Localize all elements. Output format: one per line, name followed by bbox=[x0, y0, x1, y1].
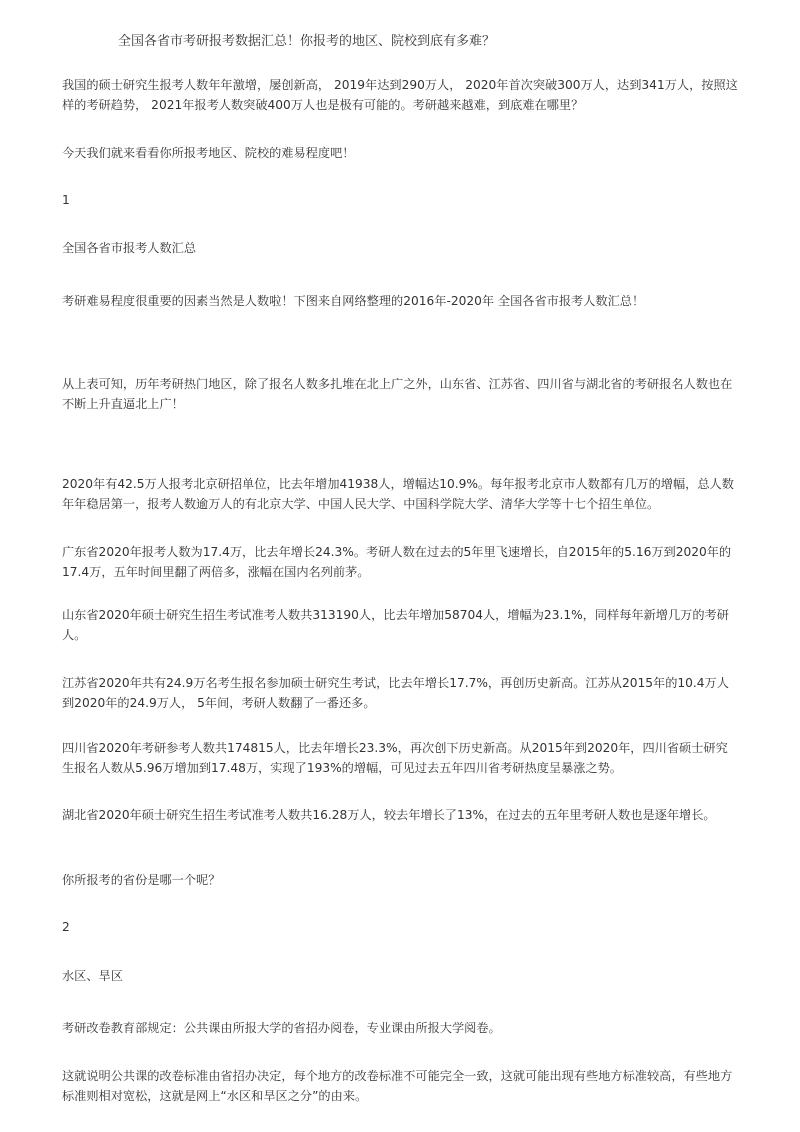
intro-paragraph: 我国的硕士研究生报考人数年年激增，屡创新高， 2019年达到290万人， 2020年首次突破300万人，达到341万人，按照这样的考研趋势， 2021年报考人数突破400万人也是极有可能的。考研越来越难，到底难在哪里？ bbox=[62, 78, 738, 112]
section-2-paragraph-2: 这就说明公共课的改卷标准由省招办决定，每个地方的改卷标准不可能完全一致，这就可能出现有些地方标准较高，有些地方标准则相对宽松，这就是网上“水区和旱区之分”的由来。 bbox=[62, 1069, 733, 1103]
beijing-paragraph: 2020年有42.5万人报考北京研招单位，比去年增加41938人，增幅达10.9%。每年报考北京市人数都有几万的增幅，总人数年年稳居第一，报考人数逾万人的有北京大学、中国人民大学、中国科学院大学、清华大学等十七个招生单位。 bbox=[62, 477, 734, 511]
section-1-paragraph-2: 从上表可知，历年考研热门地区，除了报名人数多扎堆在北上广之外，山东省、江苏省、四川省与湖北省的考研报名人数也在不断上升直逼北上广！ bbox=[62, 377, 733, 411]
sichuan-paragraph: 四川省2020年考研参考人数共174815人，比去年增长23.3%，再次创下历史新高。从2015年到2020年，四川省硕士研究生报名人数从5.96万增加到17.48万，实现了193%的增幅，可见过去五年四川省考研热度呈暴涨之势。 bbox=[62, 741, 728, 775]
section-1-paragraph-1: 考研难易程度很重要的因素当然是人数啦！下图来自网络整理的2016年-2020年 全国各省市报考人数汇总！ bbox=[62, 294, 645, 308]
province-question: 你所报考的省份是哪一个呢？ bbox=[62, 873, 221, 887]
section-2-paragraph-1: 考研改卷教育部规定：公共课由所报大学的省招办阅卷，专业课由所报大学阅卷。 bbox=[62, 1021, 501, 1035]
jiangsu-paragraph: 江苏省2020年共有24.9万名考生报名参加硕士研究生考试，比去年增长17.7%，再创历史新高。江苏从2015年的10.4万人到2020年的24.9万人， 5年间，考研人数翻了一番还多。 bbox=[62, 676, 729, 710]
document-title: 全国各省市考研报考数据汇总！你报考的地区、院校到底有多难？ bbox=[118, 34, 496, 49]
hubei-paragraph: 湖北省2020年硕士研究生招生考试准考人数共16.28万人，较去年增长了13%，在过去的五年里考研人数也是逐年增长。 bbox=[62, 808, 716, 822]
section-2-number: 2 bbox=[62, 920, 70, 934]
shandong-paragraph: 山东省2020年硕士研究生招生考试准考人数共313190人，比去年增加58704人，增幅为23.1%，同样每年新增几万的考研人。 bbox=[62, 608, 729, 642]
section-2-heading: 水区、旱区 bbox=[62, 969, 123, 983]
lead-paragraph: 今天我们就来看看你所报考地区、院校的难易程度吧！ bbox=[62, 146, 355, 160]
section-1-heading: 全国各省市报考人数汇总 bbox=[62, 241, 197, 255]
section-1-number: 1 bbox=[62, 193, 70, 207]
guangdong-paragraph: 广东省2020年报考人数为17.4万，比去年增长24.3%。考研人数在过去的5年里飞速增长，自2015年的5.16万到2020年的17.4万，五年时间里翻了两倍多，涨幅在国内名列前茅。 bbox=[62, 545, 732, 579]
